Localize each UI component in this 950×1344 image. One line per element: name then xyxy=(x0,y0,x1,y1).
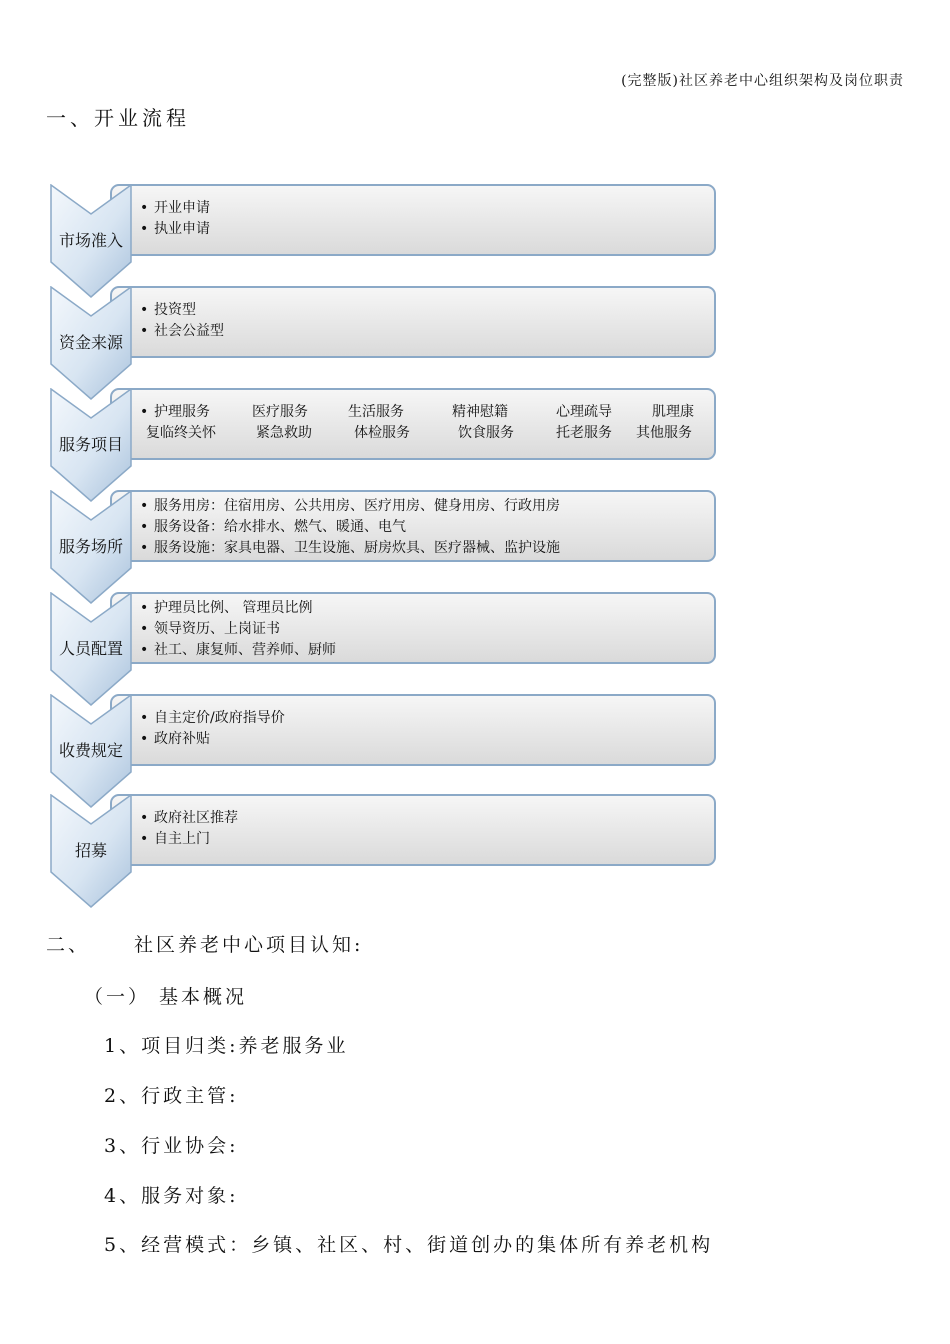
flow-step-bullets xyxy=(140,198,710,240)
service-item: 护理服务 xyxy=(154,404,210,420)
service-item: 肌理康 xyxy=(652,404,694,420)
overview-item: 5、经营模式：乡镇、社区、村、街道创办的集体所有养老机构 xyxy=(104,1234,714,1256)
flow-step-bullets xyxy=(140,808,710,850)
overview-item: 3、行业协会: xyxy=(104,1135,239,1157)
flow-step-bullets xyxy=(140,300,710,342)
subsection-heading: （一） 基本概况 xyxy=(84,986,248,1008)
flow-step-recruitment xyxy=(50,794,720,910)
flow-step-staffing xyxy=(50,592,720,708)
service-item: 心理疏导 xyxy=(556,404,612,420)
bullet-item: • 服务用房：住宿用房、公共用房、医疗用房、健身用房、行政用房 xyxy=(140,496,710,517)
bullet-marker: • xyxy=(140,404,149,420)
service-item: 生活服务 xyxy=(348,404,404,420)
flow-step-label: 收费规定 xyxy=(58,741,123,760)
section-2-title: 社区养老中心项目认知: xyxy=(134,934,364,956)
bullet-item: • 政府社区推荐 xyxy=(140,808,710,829)
bullet-item: • 社会公益型 xyxy=(140,321,710,342)
bullet-item: • 领导资历、上岗证书 xyxy=(140,619,710,640)
flow-step-label: 招募 xyxy=(74,841,107,860)
overview-item: 1、项目归类:养老服务业 xyxy=(104,1035,349,1057)
flow-step-label: 市场准入 xyxy=(58,231,123,250)
flow-step-fee-rules xyxy=(50,694,720,810)
flow-step-service-premises xyxy=(50,490,720,606)
bullet-item: • 社工、康复师、营养师、厨师 xyxy=(140,640,710,661)
service-item: 复临终关怀 xyxy=(146,425,216,441)
section-1-heading: 一、开业流程 xyxy=(46,106,190,130)
bullet-item: • 服务设施：家具电器、卫生设施、厨房炊具、医疗器械、监护设施 xyxy=(140,538,710,559)
bullet-item: • 投资型 xyxy=(140,300,710,321)
bullet-item: • 服务设备：给水排水、燃气、暖通、电气 xyxy=(140,517,710,538)
flow-step-label: 服务场所 xyxy=(58,537,123,556)
flow-step-label: 人员配置 xyxy=(58,639,123,658)
bullet-item: • 自主上门 xyxy=(140,829,710,850)
overview-item: 4、服务对象: xyxy=(104,1185,239,1207)
flow-step-label: 资金来源 xyxy=(58,333,123,352)
section-2-heading xyxy=(46,930,363,957)
service-item: 饮食服务 xyxy=(458,425,514,441)
service-item: 其他服务 xyxy=(636,425,692,441)
overview-item: 2、行政主管: xyxy=(104,1085,239,1107)
bullet-item: • 执业申请 xyxy=(140,219,710,240)
flow-step-bullets xyxy=(140,708,710,750)
document-header-title: (完整版)社区养老中心组织架构及岗位职责 xyxy=(621,73,904,89)
service-grid xyxy=(140,402,700,444)
service-item: 紧急救助 xyxy=(256,425,312,441)
flow-step-bullets xyxy=(140,598,710,661)
bullet-item: • 政府补贴 xyxy=(140,729,710,750)
flow-step-label: 服务项目 xyxy=(58,435,123,454)
bullet-item: • 开业申请 xyxy=(140,198,710,219)
bullet-item: • 自主定价/政府指导价 xyxy=(140,708,710,729)
service-item: 托老服务 xyxy=(556,425,612,441)
service-item: 体检服务 xyxy=(354,425,410,441)
bullet-item: • 护理员比例、 管理员比例 xyxy=(140,598,710,619)
service-item: 精神慰籍 xyxy=(452,404,508,420)
flow-step-bullets xyxy=(140,496,710,559)
flow-step-service-items xyxy=(50,388,720,504)
section-2-number: 二、 xyxy=(46,934,91,956)
flow-step-funding-source xyxy=(50,286,720,402)
flow-step-market-access xyxy=(50,184,720,300)
service-item: 医疗服务 xyxy=(252,404,308,420)
